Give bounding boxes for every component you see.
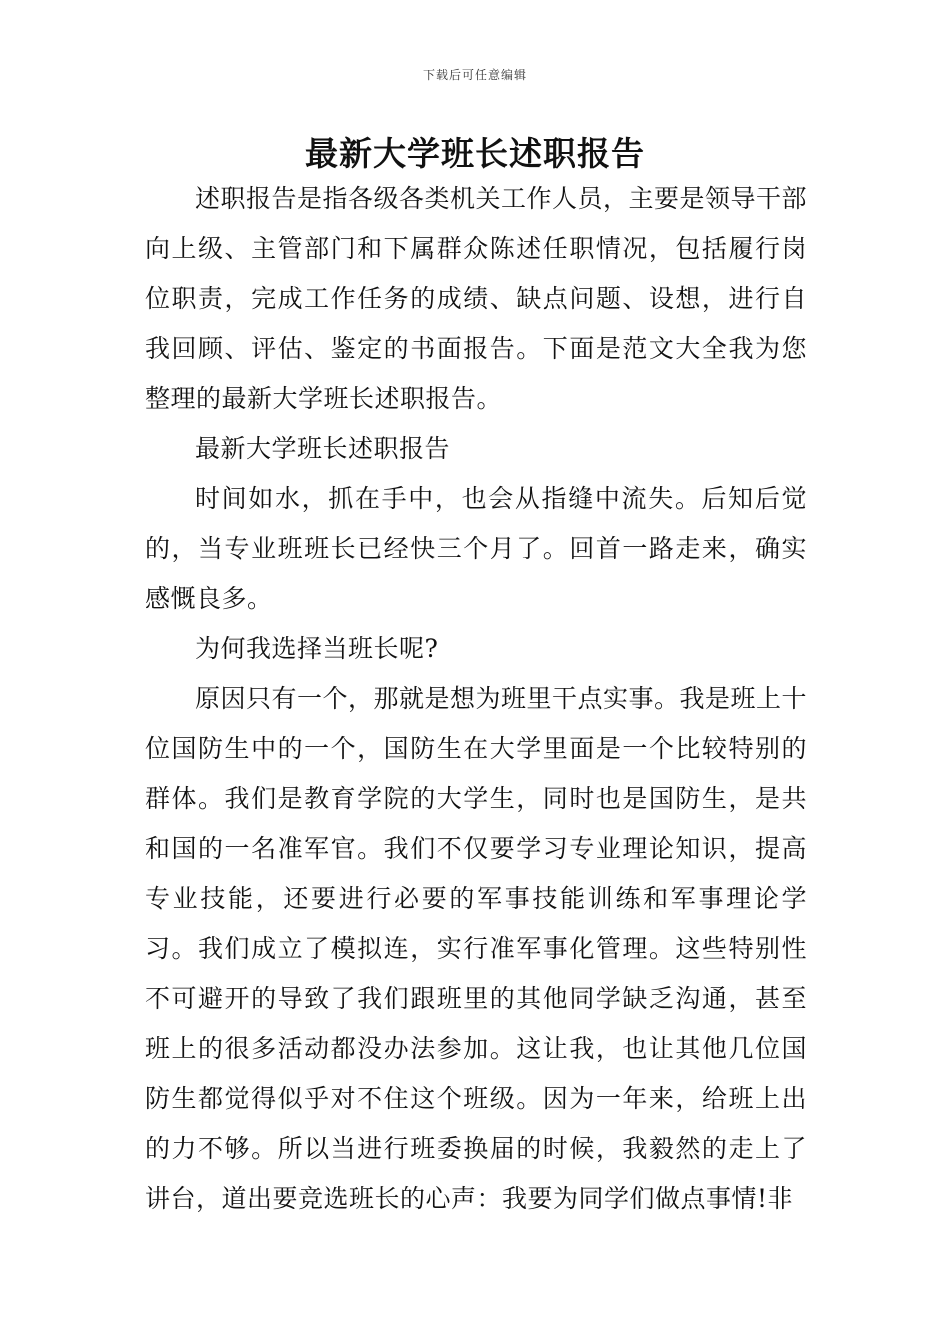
document-body	[145, 174, 807, 1224]
paragraph-question: 为何我选择当班长呢?	[195, 634, 439, 663]
header-note: 下载后可任意编辑	[422, 68, 527, 82]
paragraph-subtitle: 最新大学班长述职报告	[195, 434, 451, 463]
paragraph-reason: 原因只有一个，那就是想为班里干点实事。我是班上十位国防生中的一个，国防生在大学里面是一个比较特别的群体。我们是教育学院的大学生，同时也是国防生，是共和国的一名准军官。我们不仅要学习专业理论知识，提高专业技能，还要进行必要的军事技能训练和军事理论学习。我们成立了模拟连，实行准军事化管理。这些特别性不可避开的导致了我们跟班里的其他同学缺乏沟通，甚至班上的很多活动都没办法参加。这让我，也让其他几位国防生都觉得似乎对不住这个班级。因为一年来，给班上出的力不够。所以当进行班委换届的时候，我毅然的走上了讲台，道出要竞选班长的心声：我要为同学们做点事情!非	[145, 684, 808, 1213]
paragraph-intro: 述职报告是指各级各类机关工作人员，主要是领导干部向上级、主管部门和下属群众陈述任职情况，包括履行岗位职责，完成工作任务的成绩、缺点问题、设想，进行自我回顾、评估、鉴定的书面报告。下面是范文大全我为您整理的最新大学班长述职报告。	[145, 184, 808, 413]
paragraph-time: 时间如水，抓在手中，也会从指缝中流失。后知后觉的，当专业班班长已经快三个月了。回首一路走来，确实感慨良多。	[145, 484, 807, 613]
document-title: 最新大学班长述职报告	[305, 134, 645, 173]
